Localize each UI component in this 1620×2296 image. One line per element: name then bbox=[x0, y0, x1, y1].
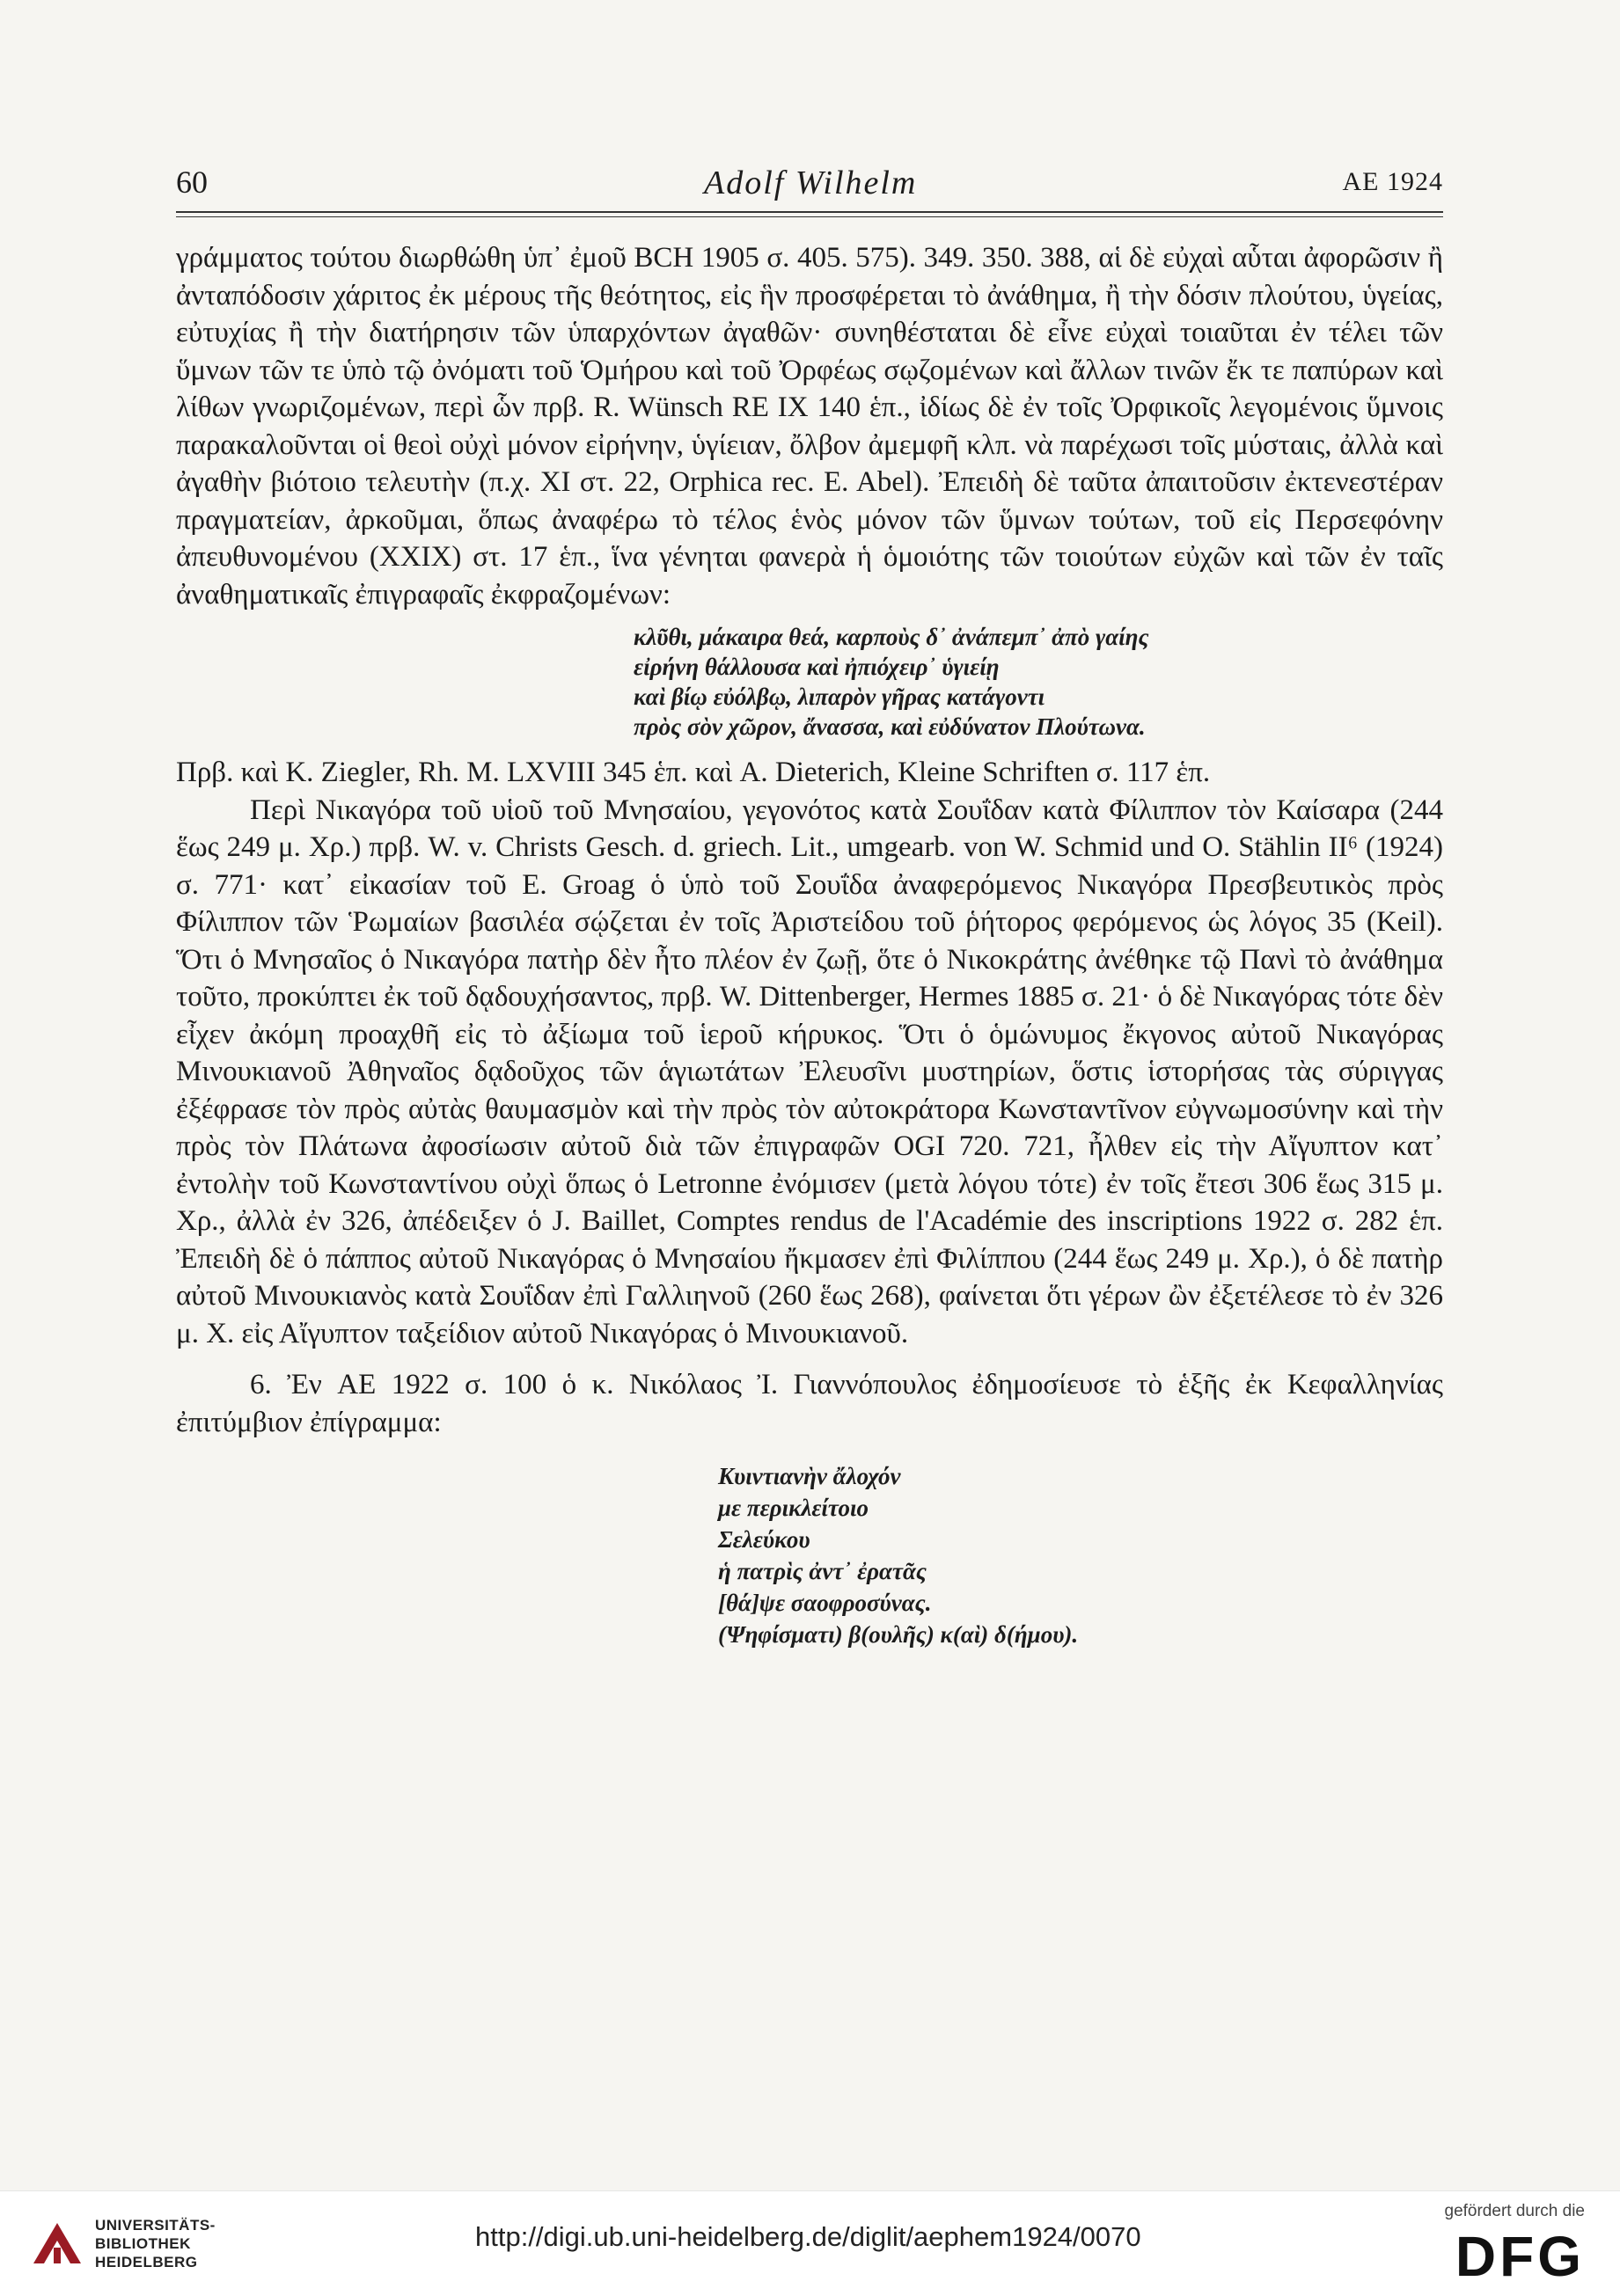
page-number: 60 bbox=[176, 165, 208, 200]
epigram-line: με περικλείτοιο bbox=[718, 1495, 869, 1521]
verse-line: κλῦθι, μάκαιρα θεά, καρποὺς δ᾽ ἀνάπεμπ᾽ ἀπὸ γαίης bbox=[634, 624, 1149, 650]
verse-line: καὶ βίῳ εὐόλβῳ, λιπαρὸν γῆρας κατάγοντι bbox=[634, 684, 1045, 710]
epigram-line: [θά]ψε σαοφροσύνας. bbox=[718, 1590, 932, 1616]
library-name: UNIVERSITÄTS- BIBLIOTHEK HEIDELBERG bbox=[95, 2217, 216, 2270]
page-header bbox=[176, 164, 1443, 208]
dfg-logo: DFG bbox=[1455, 2225, 1585, 2288]
verse-line: εἰρήνη θάλλουσα καὶ ἠπιόχειρ᾽ ὑγιείῃ bbox=[634, 654, 1000, 680]
header-rule-thin bbox=[176, 216, 1443, 217]
epigram-line: Κυιντιανὴν ἄλοχόν bbox=[718, 1463, 901, 1489]
paragraph: Περὶ Νικαγόρα τοῦ υἱοῦ τοῦ Μνησαίου, γεγονότος κατὰ Σουΐδαν κατὰ Φίλιππον τὸν Καίσαρα (244 ἕως 249 μ. Χρ.) πρβ. W. v. Christs Gesch. d. griech. Lit., umgearb. von W. Schmid und O. Stählin II⁶ (1924) σ. 771· κατ᾽ εἰκασίαν τοῦ E. Groag ὁ ὑπὸ τοῦ Σουΐδα ἀναφερόμενος Νικαγόρα Πρεσβευτικὸς πρὸς Φίλιππον τῶν Ῥωμαίων βασιλέα σῴζεται ἐν τοῖς Ἀριστείδου τοῦ ῥήτορος φερόμενος ὡς λόγος 35 (Keil). Ὅτι ὁ Μνησαῖος ὁ Νικαγόρα πατὴρ δὲν ἦτο πλέον ἐν ζωῇ, ὅτε ὁ Νικοκράτης ἀνέθηκε τῷ Πανὶ τὸ ἀνάθημα τοῦτο, προκύπτει ἐκ τοῦ δᾳδουχήσαντος, πρβ. W. Dittenberger, Hermes 1885 σ. 21· ὁ δὲ Νικαγόρας τότε δὲν εἶχεν ἀκόμη προαχθῆ εἰς τὸ ἀξίωμα τοῦ ἱεροῦ κήρυκος. Ὅτι ὁ ὁμώνυμος ἔκγονος αὐτοῦ Νικαγόρας Μινουκιανοῦ Ἀθηναῖος δᾳδοῦχος τῶν ἁγιωτάτων Ἐλευσῖνι μυστηρίων, ὅστις ἱστορήσας τὰς σύριγγας ἐξέφρασε τὸν πρὸς αὐτὰς θαυμασμὸν καὶ τὴν πρὸς τὸν αὐτοκράτορα Κωνσταντῖνον εὐγνωμοσύνην καὶ τὴν πρὸς τὸν Πλάτωνα ἀφοσίωσιν αὐτοῦ διὰ τῶν ἐπιγραφῶν OGI 720. 721, ἦλθεν εἰς τὴν Αἴγυπτον κατ᾽ ἐντολὴν τοῦ Κωνσταντίνου οὐχὶ ὅπως ὁ Letronne ἐνόμισεν (μετὰ λόγου τότε) ἐν τοῖς ἔτεσι 306 ἕως 315 μ. Χρ., ἀλλὰ ἐν 326, ἀπέδειξεν ὁ J. Baillet, Comptes rendus de l'Académie des inscriptions 1922 σ. 282 ἑπ. Ἐπειδὴ δὲ ὁ πάππος αὐτοῦ Νικαγόρας ὁ Μνησαίου ἤκμασεν ἐπὶ Φιλίππου (244 ἕως 249 μ. Χρ.), ὁ δὲ πατὴρ αὐτοῦ Μινουκιανὸς κατὰ Σουΐδαν ἐπὶ Γαλλιηνοῦ (260 ἕως 268), φαίνεται ὅτι γέρων ὢν ἐξετέλεσε τὸ ἐν 326 μ. Χ. εἰς Αἴγυπτον ταξείδιον αὐτοῦ Νικαγόρας ὁ Μινουκιανοῦ. bbox=[176, 793, 1443, 1349]
epigram-line: (Ψηφίσματι) β(ουλῆς) κ(αὶ) δ(ήμου). bbox=[718, 1621, 1079, 1648]
university-library-logo-icon bbox=[26, 2218, 88, 2270]
paragraph: Πρβ. καὶ K. Ziegler, Rh. M. LXVIII 345 ἑπ. καὶ A. Dieterich, Kleine Schriften σ. 117 ἑπ. bbox=[176, 757, 1211, 788]
body-text bbox=[176, 239, 1443, 1650]
hymn-quotation bbox=[634, 622, 1443, 742]
epigram-line: Σελεύκου bbox=[718, 1526, 810, 1553]
header-rule bbox=[176, 211, 1443, 213]
sponsor-caption: gefördert durch die bbox=[1444, 2202, 1585, 2220]
source-url-link[interactable]: http://digi.ub.uni-heidelberg.de/diglit/aephem1924/0070 bbox=[475, 2221, 1141, 2252]
paragraph: γράμματος τούτου διωρθώθη ὑπ᾽ ἐμοῦ BCH 1905 σ. 405. 575). 349. 350. 388, αἱ δὲ εὐχαὶ αὗται ἀφορῶσιν ἢ ἀνταπόδοσιν χάριτος ἐκ μέρους τῆς θεότητος, εἰς ἣν προσφέρεται τὸ ἀνάθημα, ἢ τὴν δόσιν πλούτου, ὑγείας, εὐτυχίας ἢ τὴν διατήρησιν τῶν ὑπαρχόντων ἀγαθῶν· συνηθέσταται δὲ εἶνε εὐχαὶ τοιαῦται ἐν τέλει τῶν ὕμνων τῶν τε ὑπὸ τῷ ὀνόματι τοῦ Ὁμήρου καὶ τοῦ Ὀρφέως σῳζομένων καὶ ἄλλων τινῶν ἔκ τε παπύρων καὶ λίθων γνωριζομένων, περὶ ὧν πρβ. R. Wünsch RE IX 140 ἑπ., ἰδίως δὲ ἐν τοῖς Ὀρφικοῖς λεγομένοις ὕμνοις παρακαλοῦνται οἱ θεοὶ οὐχὶ μόνον εἰρήνην, ὑγίειαν, ὄλβον ἀμεμφῆ κλπ. νὰ παρέχωσι τοῖς μύσταις, ἀλλὰ καὶ ἀγαθὴν βιότοιο τελευτὴν (π.χ. XI στ. 22, Orphica rec. E. Abel). Ἐπειδὴ δὲ ταῦτα ἀπαιτοῦσιν ἐκτενεστέραν πραγματείαν, ἀρκοῦμαι, ὅπως ἀναφέρω τὸ τέλος ἑνὸς μόνον τῶν ὕμνων τούτων, τοῦ εἰς Περσεφόνην ἀπευθυνομένου (XXIX) στ. 17 ἑπ., ἵνα γένηται φανερὰ ἡ ὁμοιότης τῶν τοιούτων εὐχῶν καὶ τῶν ἐν ταῖς ἀναθηματικαῖς ἐπιγραφαῖς ἐκφραζομένων: bbox=[176, 242, 1443, 611]
journal-tag: AE 1924 bbox=[1342, 167, 1443, 196]
epigram-text bbox=[718, 1460, 1443, 1650]
section-paragraph: 6. Ἐν AE 1922 σ. 100 ὁ κ. Νικόλαος Ἰ. Γιαννόπουλος ἐδημοσίευσε τὸ ἑξῆς ἐκ Κεφαλληνίας ἐπιτύμβιον ἐπίγραμμα: bbox=[176, 1369, 1443, 1438]
verse-line: πρὸς σὸν χῶρον, ἄνασσα, καὶ εὐδύνατον Πλούτωνα. bbox=[634, 713, 1146, 740]
epigram-line: ἡ πατρὶς ἀντ᾽ ἐρατᾶς bbox=[718, 1558, 927, 1584]
viewer-footer bbox=[0, 2190, 1620, 2296]
running-title: Adolf Wilhelm bbox=[704, 165, 918, 201]
